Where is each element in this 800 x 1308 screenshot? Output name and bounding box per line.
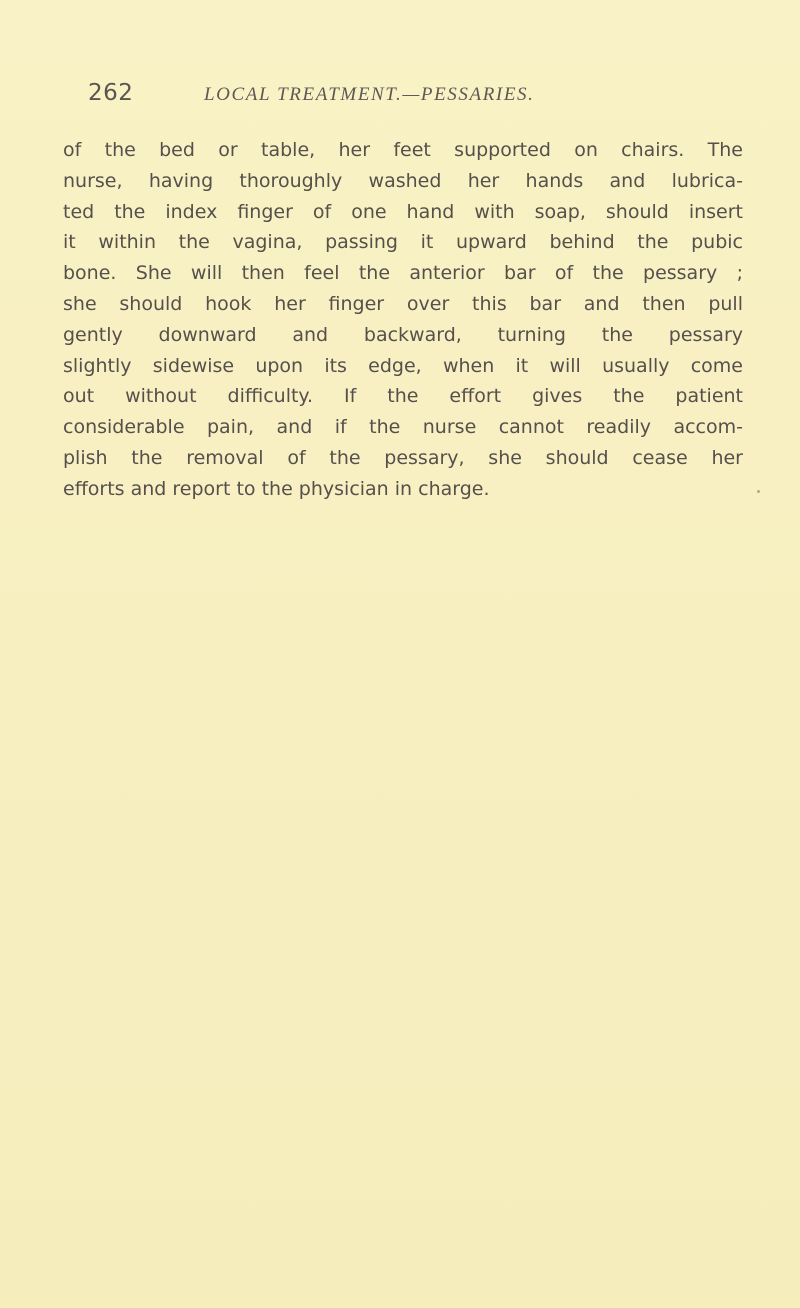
page-number: 262: [88, 80, 134, 106]
text-line: gently downward and backward, turning the pessary: [63, 323, 743, 346]
text-line: she should hook her finger over this bar and then pull: [63, 292, 743, 315]
paper-speck: [757, 490, 760, 493]
running-head: LOCAL TREATMENT.—PESSARIES.: [204, 84, 535, 105]
text-line: out without difficulty. If the effort gives the patient: [63, 385, 743, 408]
text-line: efforts and report to the physician in charge.: [63, 477, 490, 500]
body-paragraph: [63, 135, 743, 505]
text-line: of the bed or table, her feet supported on chairs. The: [63, 139, 743, 161]
text-line: bone. She will then feel the anterior bar of the pessary ;: [63, 262, 743, 285]
text-line: considerable pain, and if the nurse cannot readily accom-: [63, 416, 743, 439]
text-line: plish the removal of the pessary, she should cease her: [63, 446, 743, 469]
text-line: ted the index finger of one hand with soap, should insert: [63, 200, 743, 223]
page-header: [88, 80, 728, 112]
text-line: it within the vagina, passing it upward behind the pubic: [63, 231, 743, 254]
text-line: slightly sidewise upon its edge, when it will usually come: [63, 354, 743, 377]
text-line: nurse, having thoroughly washed her hands and lubrica-: [63, 169, 743, 192]
